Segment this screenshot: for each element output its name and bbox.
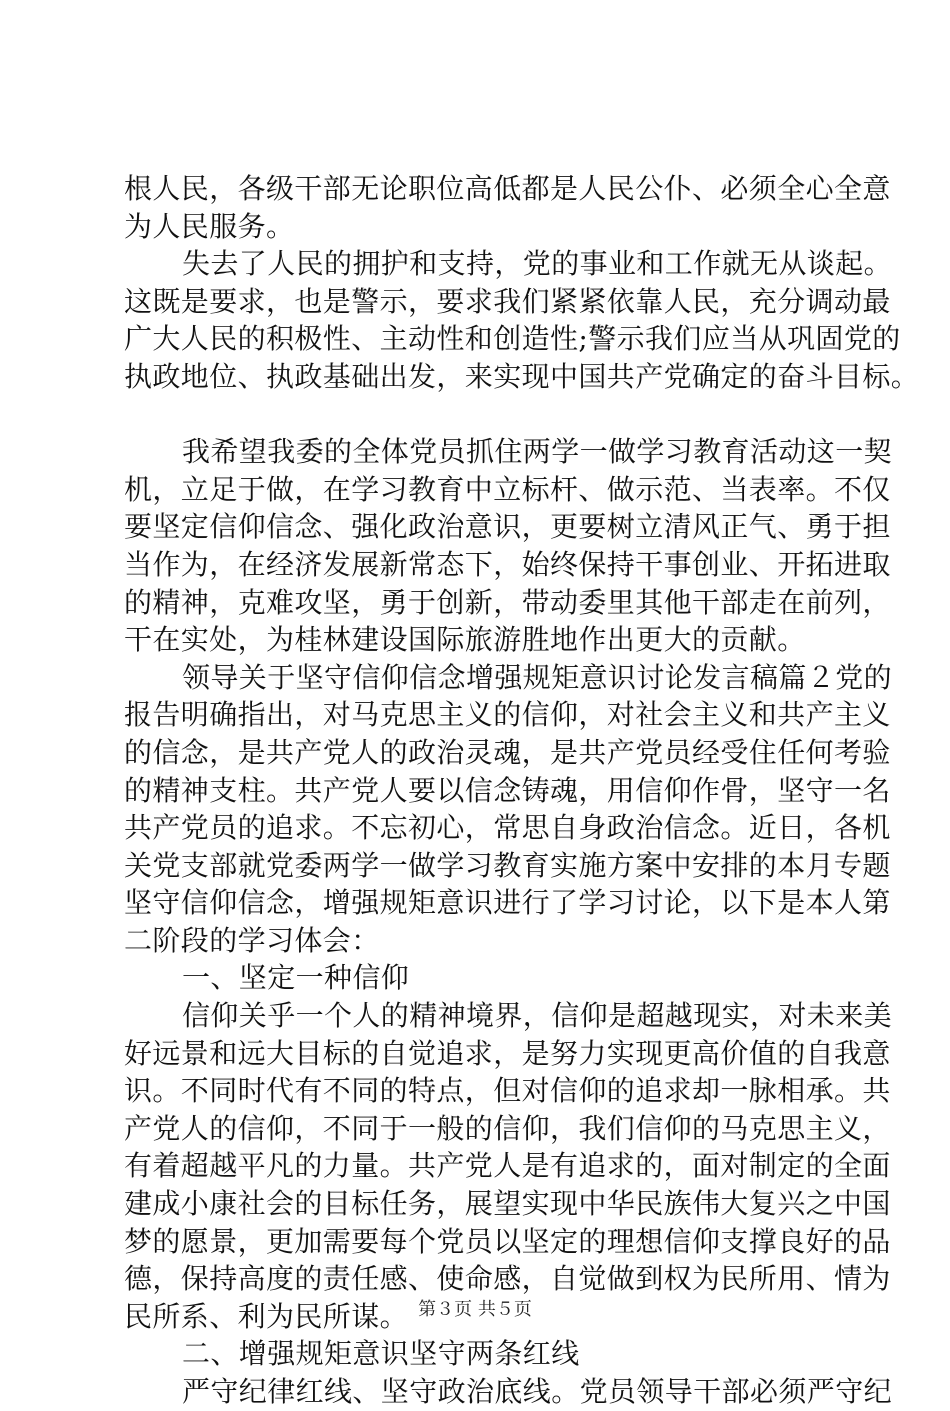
text-line: 为人民服务。 — [124, 209, 295, 243]
paragraph — [124, 1373, 893, 1411]
text-line: 根人民，各级干部无论职位高低都是人民公仆、必须全心全意 — [124, 172, 891, 205]
text-line: 的信念，是共产党人的政治灵魂，是共产党员经受住任何考验 — [124, 735, 891, 769]
paragraph — [124, 433, 893, 659]
paragraph — [124, 1335, 836, 1373]
text-line: 严守纪律红线、坚守政治底线。党员领导干部必须严守纪 — [182, 1375, 893, 1408]
text-line: 共产党员的追求。不忘初心，常思自身政治信念。近日，各机 — [124, 811, 891, 845]
text-line: 广大人民的积极性、主动性和创造性;警示我们应当从巩固党的 — [124, 322, 901, 356]
paragraph — [124, 245, 920, 395]
paragraph — [124, 959, 836, 997]
text-line: 这既是要求，也是警示，要求我们紧紧依靠人民，充分调动最 — [124, 284, 891, 318]
text-line: 产党人的信仰，不同于一般的信仰，我们信仰的马克思主义， — [124, 1111, 891, 1145]
text-line: 报告明确指出，对马克思主义的信仰，对社会主义和共产主义 — [124, 698, 891, 732]
paragraph-gap — [124, 396, 836, 434]
text-line: 要坚定信仰信念、强化政治意识，更要树立清风正气、勇于担 — [124, 510, 891, 544]
text-line: 民所系、利为民所谋。 — [124, 1299, 409, 1333]
page-footer — [0, 1299, 950, 1321]
text-line: 好远景和远大目标的自觉追求，是努力实现更高价值的自我意 — [124, 1036, 891, 1070]
text-line: 干在实处，为桂林建设国际旅游胜地作出更大的贡献。 — [124, 623, 806, 657]
text-line: 坚守信仰信念，增强规矩意识进行了学习讨论，以下是本人第 — [124, 886, 891, 920]
text-line: 德，保持高度的责任感、使命感，自觉做到权为民所用、情为 — [124, 1262, 891, 1296]
text-line: 梦的愿景，更加需要每个党员以坚定的理想信仰支撑良好的品 — [124, 1224, 891, 1258]
text-line: 一、坚定一种信仰 — [182, 961, 410, 995]
text-line: 的精神，克难攻坚，勇于创新，带动委里其他干部走在前列， — [124, 585, 891, 619]
text-line: 领导关于坚守信仰信念增强规矩意识讨论发言稿篇２党的 — [182, 660, 893, 694]
text-line: 二、增强规矩意识坚守两条红线 — [182, 1337, 580, 1371]
text-line: 信仰关乎一个人的精神境界，信仰是超越现实，对未来美 — [182, 999, 893, 1033]
text-line: 机，立足于做，在学习教育中立标杆、做示范、当表率。不仅 — [124, 472, 891, 506]
text-line: 建成小康社会的目标任务，展望实现中华民族伟大复兴之中国 — [124, 1187, 891, 1221]
document-body — [124, 170, 920, 1411]
text-line: 二阶段的学习体会： — [124, 923, 380, 957]
text-line: 失去了人民的拥护和支持，党的事业和工作就无从谈起。 — [182, 247, 893, 281]
text-line: 关党支部就党委两学一做学习教育实施方案中安排的本月专题 — [124, 848, 891, 882]
paragraph — [124, 170, 891, 245]
text-line: 当作为，在经济发展新常态下，始终保持干事创业、开拓进取 — [124, 547, 891, 581]
text-line: 的精神支柱。共产党人要以信念铸魂，用信仰作骨，坚守一名 — [124, 773, 891, 807]
paragraph — [124, 659, 893, 960]
paragraph — [124, 997, 893, 1335]
text-line: 有着超越平凡的力量。共产党人是有追求的，面对制定的全面 — [124, 1149, 891, 1183]
text-line: 执政地位、执政基础出发，来实现中国共产党确定的奋斗目标。 — [124, 359, 920, 393]
text-line: 我希望我委的全体党员抓住两学一做学习教育活动这一契 — [182, 435, 893, 469]
text-line: 识。不同时代有不同的特点，但对信仰的追求却一脉相承。共 — [124, 1074, 891, 1108]
page-number-label: 第３页 共５页 — [418, 1299, 532, 1320]
